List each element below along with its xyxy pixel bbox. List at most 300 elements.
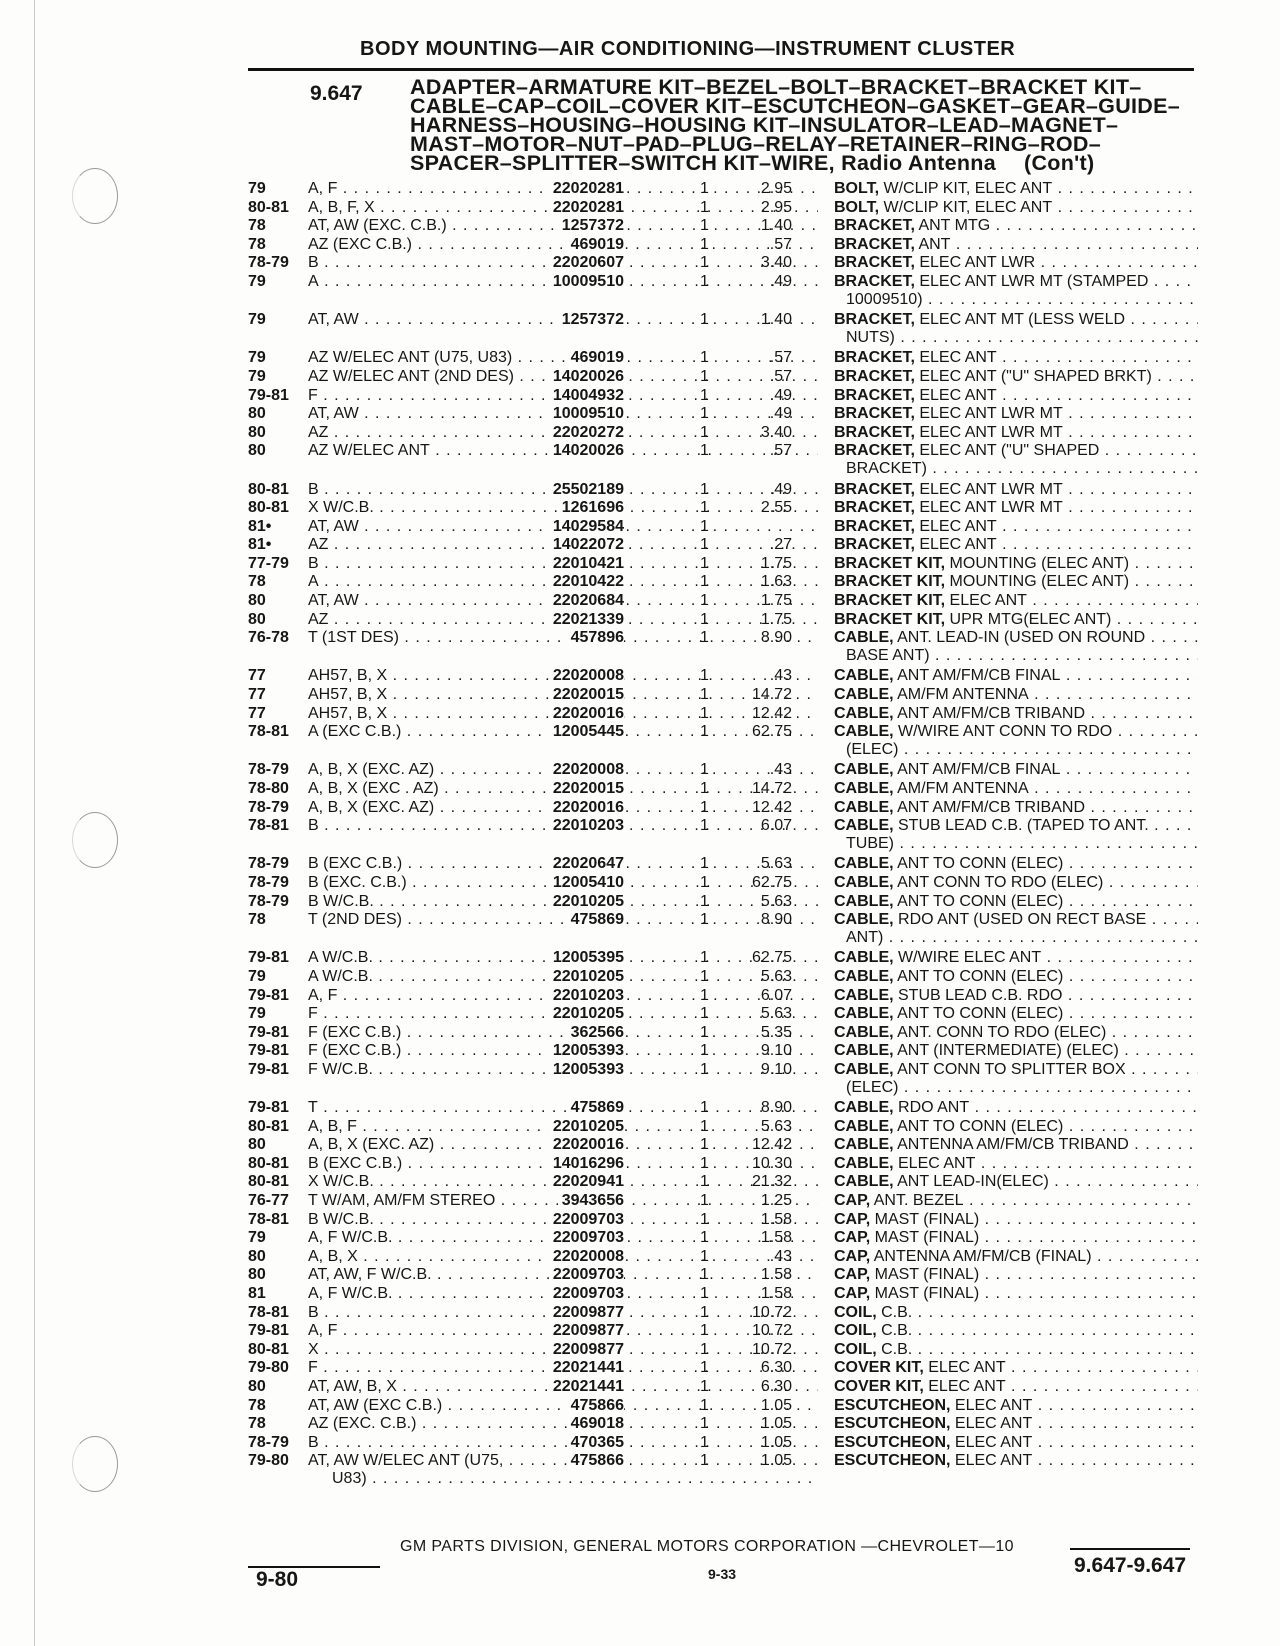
description [834,424,1198,442]
models: B (EXC C.B.) . . . [308,1155,818,1173]
price: 1.05 [760,1415,792,1433]
description [834,780,1198,798]
description [834,686,1198,704]
description-detail: ANT AM/FM/CB FINAL [893,667,1061,685]
part-number: 22009703 [549,1266,624,1284]
description-part-name: BRACKET, [834,311,915,329]
description [834,311,1198,329]
models: B . . . [308,481,818,499]
quantity: 1 [700,1359,709,1377]
part-number: 14004932 [549,387,624,405]
models: X W/C.B. . . . [308,499,818,517]
parts-row [248,254,1198,273]
model-year: 79-81 [248,1042,289,1060]
description-part-name: CABLE, [834,911,894,929]
quantity: 1 [700,1303,709,1321]
models: A, B, X (EXC . AZ) . . . [308,780,818,798]
models: F . . . [308,387,818,405]
models: B W/C.B. . . . [308,893,818,911]
quantity: 1 [700,967,709,985]
description [834,1061,1198,1079]
description [834,987,1198,1005]
description [834,1211,1198,1229]
part-number: 12005393 [549,1042,624,1060]
model-year: 80 [248,423,266,441]
part-number: 22010203 [549,817,624,835]
price: 6.07 [760,817,792,835]
price: 21.32 [751,1173,792,1191]
part-number: 22009703 [549,1229,624,1247]
quantity: 1 [700,873,709,891]
models: B . . . [308,1304,818,1322]
models: A, F . . . [308,1322,818,1340]
quantity: 1 [700,1340,709,1358]
quantity: 1 [700,573,709,591]
description-part-name: BRACKET KIT, [834,573,946,591]
description-detail: MOUNTING (ELEC ANT) [945,554,1130,572]
parts-row [248,1285,1198,1304]
description-detail: ELEC ANT LWR [914,254,1036,272]
description-continued: TUBE) . . . [846,835,1198,853]
description [834,855,1198,873]
quantity: 1 [700,386,709,404]
description [834,368,1198,386]
model-year: 80-81 [248,480,289,498]
price: 5.63 [760,967,792,985]
models: B . . . [308,555,818,573]
price: .49 [769,272,792,290]
description [834,236,1198,254]
model-year: 80 [248,592,266,610]
parts-row [248,799,1198,818]
models: X W/C.B. . . . [308,1173,818,1191]
price: .43 [769,1247,792,1265]
quantity: 1 [700,254,709,272]
part-number: 14020026 [549,442,624,460]
parts-row [248,1397,1198,1416]
parts-row [248,1136,1198,1155]
description-part-name: CAP, [834,1229,871,1247]
part-number: 12005410 [549,874,624,892]
parts-row [248,518,1198,537]
description [834,555,1198,573]
quantity: 1 [700,798,709,816]
model-year: 79-80 [248,1359,289,1377]
description-part-name: CABLE, [834,761,894,779]
parts-row [248,1304,1198,1323]
price: 9.10 [760,1060,792,1078]
description-detail: ANT TO CONN (ELEC) [893,967,1064,985]
description [834,1248,1198,1266]
description-detail: ELEC ANT [950,1452,1033,1470]
quantity: 1 [700,180,709,197]
description [834,1005,1198,1023]
description-detail: STUB LEAD C.B. (TAPED TO ANT. [893,817,1149,835]
models: F (EXC C.B.) . . . [308,1042,818,1060]
model-year: 78-81 [248,723,289,741]
parts-row [248,1211,1198,1230]
model-year: 79-81 [248,386,289,404]
description-detail: ANT AM/FM/CB TRIBAND [893,798,1085,816]
description-part-name: CABLE, [834,1005,894,1023]
quantity: 1 [700,761,709,779]
model-year: 79 [248,1005,266,1023]
part-number: 475866 [567,1397,624,1415]
description-detail: AM/FM ANTENNA [893,780,1029,797]
description-part-name: CABLE, [834,1173,894,1191]
quantity: 1 [700,1192,709,1210]
price: 6.30 [760,1378,792,1395]
price: .43 [769,667,792,685]
model-year: 81• [248,517,272,535]
header-rule [248,68,1194,71]
description-detail: ELEC ANT [950,1433,1033,1451]
description-detail: ANT TO CONN (ELEC) [893,1117,1064,1135]
parts-row [248,1005,1198,1024]
quantity: 1 [700,986,709,1004]
part-number: 469019 [567,349,624,367]
quantity: 1 [700,1136,709,1154]
price: 1.58 [760,1229,792,1247]
description [834,499,1198,517]
description-detail: ANT LEAD-IN(ELEC) [893,1173,1049,1191]
description [834,874,1198,892]
part-number: 22020015 [549,780,624,798]
description-detail: AM/FM ANTENNA [893,686,1029,704]
quantity: 1 [700,1023,709,1041]
models: A, B, F, X . . . [308,199,818,217]
description-detail: ELEC ANT LWR MT [914,423,1063,441]
models: AH57, B, X . . . [308,667,818,685]
description [834,1359,1198,1377]
description [834,1155,1198,1173]
model-year: 80-81 [248,1154,289,1172]
parts-row [248,855,1198,874]
description [834,1397,1198,1415]
parts-row [248,1061,1198,1099]
description-part-name: CABLE, [834,855,894,873]
part-number: 22020281 [549,199,624,217]
description-detail: ANT. LEAD-IN (USED ON ROUND [893,629,1146,647]
model-year: 78-81 [248,1210,289,1228]
price: 62.75 [751,949,792,967]
description-detail: STUB LEAD C.B. RDO [893,986,1063,1004]
description-part-name: CABLE, [834,723,894,741]
part-number: 14029584 [549,518,624,536]
description [834,1266,1198,1284]
quantity: 1 [700,1285,709,1303]
continued-label: (Con't) [1023,151,1095,175]
binder-hole [72,1436,118,1492]
description-part-name: CABLE, [834,949,894,967]
models: A, F . . . [308,180,818,198]
parts-row [248,481,1198,500]
quantity: 1 [700,610,709,628]
description [834,667,1198,685]
price: 12.42 [751,798,792,816]
models-continued: U83) . . . [332,1470,818,1488]
parts-row [248,723,1198,761]
description-part-name: COVER KIT, [834,1359,924,1377]
model-year: 78-79 [248,1433,289,1451]
models: F W/C.B. . . . [308,1061,818,1079]
model-year: 78-79 [248,254,289,272]
description-part-name: CABLE, [834,1099,894,1117]
quantity: 1 [700,1099,709,1117]
parts-row [248,1155,1198,1174]
quantity: 1 [700,198,709,216]
description-part-name: BRACKET, [834,254,915,272]
part-number: 22021441 [549,1378,624,1396]
part-number: 457896 [567,629,624,647]
description [834,442,1198,460]
parts-row [248,387,1198,406]
description-part-name: CAP, [834,1285,871,1303]
description-part-name: CABLE, [834,686,894,704]
description-part-name: BRACKET, [834,517,915,535]
part-number: 12005395 [549,949,624,967]
quantity: 1 [700,1173,709,1191]
parts-row [248,874,1198,893]
model-year: 79-81 [248,1322,289,1340]
description-part-name: CABLE, [834,1060,894,1078]
description-detail: ELEC ANT [893,1154,976,1172]
part-number: 22020008 [549,667,624,685]
description-part-name: BRACKET KIT, [834,592,946,610]
price: 2.95 [760,180,792,197]
part-number: 3943656 [558,1192,624,1210]
description-detail: ELEC ANT LWR MT (STAMPED [914,272,1149,290]
part-number: 14020026 [549,368,624,386]
part-number: 22020684 [549,592,624,610]
price: 10.72 [751,1340,792,1358]
description-part-name: CABLE, [834,892,894,910]
footer-rule [1070,1548,1190,1550]
model-year: 79-81 [248,1099,289,1117]
model-year: 79 [248,180,266,197]
description-part-name: BRACKET, [834,272,915,290]
model-year: 77-79 [248,554,289,572]
parts-row [248,1099,1198,1118]
section-number: 9.647 [310,82,363,105]
description-part-name: BRACKET, [834,536,915,554]
description [834,387,1198,405]
description-continued: ANT) . . . [846,929,1198,947]
section-title-line: MAST–MOTOR–NUT–PAD–PLUG–RELAY–RETAINER–RING–ROD– [410,132,1101,156]
part-number: 22010205 [549,893,624,911]
quantity: 1 [700,1266,709,1284]
model-year: 80-81 [248,1173,289,1191]
models: AT, AW W/ELEC ANT (U75, . . . [308,1452,818,1470]
models: A (EXC C.B.) . . . [308,723,818,741]
model-year: 79 [248,272,266,290]
price: 10.72 [751,1322,792,1340]
description-part-name: BOLT, [834,198,880,216]
description [834,761,1198,779]
price: 5.63 [760,855,792,873]
description-part-name: BRACKET, [834,386,915,404]
model-year: 80 [248,610,266,628]
part-number: 22010422 [549,573,624,591]
parts-row [248,1322,1198,1341]
description [834,629,1198,647]
model-year: 80 [248,405,266,423]
description-detail: W/WIRE ANT CONN TO RDO [893,723,1113,741]
part-number: 22020016 [549,1136,624,1154]
description-part-name: CABLE, [834,629,894,647]
description-detail: ELEC ANT [950,1415,1033,1433]
description-part-name: CABLE, [834,1023,894,1041]
models: A, B, X (EXC. AZ) . . . [308,1136,818,1154]
parts-row [248,592,1198,611]
models: B . . . [308,1434,818,1452]
description-part-name: ESCUTCHEON, [834,1415,951,1433]
description-part-name: BRACKET, [834,480,915,498]
description-detail: MAST (FINAL) [870,1210,980,1228]
model-year: 79 [248,311,266,329]
quantity: 1 [700,349,709,367]
description-part-name: BRACKET KIT, [834,554,946,572]
description-detail: MOUNTING (ELEC ANT) [945,573,1130,591]
description-part-name: COIL, [834,1322,877,1340]
part-number: 470365 [567,1434,624,1452]
parts-row [248,311,1198,349]
section-title-line: HARNESS–HOUSING–HOUSING KIT–INSULATOR–LEAD–MAGNET– [410,113,1119,137]
part-number: 22009703 [549,1211,624,1229]
parts-row [248,536,1198,555]
description-part-name: ESCUTCHEON, [834,1452,951,1470]
description-detail: ANT TO CONN (ELEC) [893,1005,1064,1023]
part-number: 22009877 [549,1304,624,1322]
price: .49 [769,480,792,498]
section-title-line: SPACER–SPLITTER–SWITCH KIT–WIRE, Radio Antenna [410,151,996,175]
parts-row [248,1378,1198,1397]
description-part-name: COIL, [834,1340,877,1358]
models: AZ W/ELEC ANT (U75, U83) . . . [308,349,818,367]
parts-row [248,273,1198,311]
description-part-name: BRACKET, [834,217,915,235]
parts-row [248,1042,1198,1061]
price: 8.90 [760,629,792,647]
parts-row [248,1359,1198,1378]
parts-row [248,1415,1198,1434]
quantity: 1 [700,949,709,967]
quantity: 1 [700,499,709,517]
description [834,1322,1198,1340]
model-year: 80 [248,1247,266,1265]
description-detail: MAST (FINAL) [870,1229,980,1247]
models: T . . . [308,1099,818,1117]
quantity: 1 [700,1005,709,1023]
description [834,573,1198,591]
parts-row [248,893,1198,912]
parts-row [248,442,1198,480]
quantity: 1 [700,480,709,498]
description-detail: RDO ANT [893,1099,970,1117]
parts-row [248,1266,1198,1285]
part-number: 469019 [567,236,624,254]
description-detail: ELEC ANT [950,1396,1033,1414]
quantity: 1 [700,911,709,929]
parts-row [248,1192,1198,1211]
parts-row [248,1173,1198,1192]
price: 62.75 [751,873,792,891]
description-detail: ELEC ANT LWR MT [914,499,1063,517]
models: A, F W/C.B. . . . [308,1229,818,1247]
description [834,349,1198,367]
price: 1.58 [760,1266,792,1284]
parts-row [248,817,1198,855]
model-year: 78-80 [248,780,289,797]
model-year: 81• [248,536,272,554]
description [834,1042,1198,1060]
price: 1.05 [760,1396,792,1414]
description-part-name: BRACKET, [834,405,915,423]
models: A . . . [308,273,818,291]
description-part-name: CABLE, [834,986,894,1004]
models: A, F W/C.B. . . . [308,1285,818,1303]
description-detail: ELEC ANT LWR MT [914,405,1063,423]
description-detail: ELEC ANT [914,349,997,367]
price: 1.58 [760,1285,792,1303]
parts-row [248,949,1198,968]
model-year: 79-80 [248,1452,289,1470]
part-number: 22009877 [549,1341,624,1359]
description [834,1285,1198,1303]
part-number: 22010205 [549,1118,624,1136]
description [834,1229,1198,1247]
model-year: 78-79 [248,798,289,816]
description [834,949,1198,967]
models: AZ W/ELEC ANT (2ND DES) . . . [308,368,818,386]
price: 14.72 [751,686,792,704]
models: AH57, B, X . . . [308,686,818,704]
description-part-name: BRACKET, [834,423,915,441]
section-title-line: CABLE–CAP–COIL–COVER KIT–ESCUTCHEON–GASKET–GEAR–GUIDE– [410,94,1181,118]
quantity: 1 [700,1247,709,1265]
description-part-name: BOLT, [834,180,880,197]
model-year: 77 [248,686,266,704]
description-part-name: BRACKET, [834,349,915,367]
description-part-name: COIL, [834,1303,877,1321]
section-title-line: ADAPTER–ARMATURE KIT–BEZEL–BOLT–BRACKET–BRACKET KIT– [410,75,1142,99]
price: 5.35 [760,1023,792,1041]
description [834,592,1198,610]
quantity: 1 [700,517,709,535]
models: F (EXC C.B.) . . . [308,1024,818,1042]
quantity: 1 [700,536,709,554]
models: AT, AW . . . [308,405,818,423]
description-continued: (ELEC) . . . [846,1079,1198,1097]
model-year: 79-81 [248,949,289,967]
quantity: 1 [700,817,709,835]
description-part-name: CABLE, [834,1117,894,1135]
description-detail: ANT CONN TO RDO (ELEC) [893,873,1104,891]
price: 3.40 [760,423,792,441]
model-year: 79 [248,1229,266,1247]
page-edge [34,0,35,1646]
models: T W/AM, AM/FM STEREO . . . [308,1192,818,1210]
description-detail: ANT MTG [914,217,991,235]
description [834,799,1198,817]
description-detail: ANT CONN TO SPLITTER BOX [893,1060,1126,1078]
part-number: 469018 [567,1415,624,1433]
price: 9.10 [760,1042,792,1060]
price: 5.63 [760,892,792,910]
description-detail: MAST (FINAL) [870,1285,980,1303]
part-number: 22020008 [549,1248,624,1266]
quantity: 1 [700,1322,709,1340]
